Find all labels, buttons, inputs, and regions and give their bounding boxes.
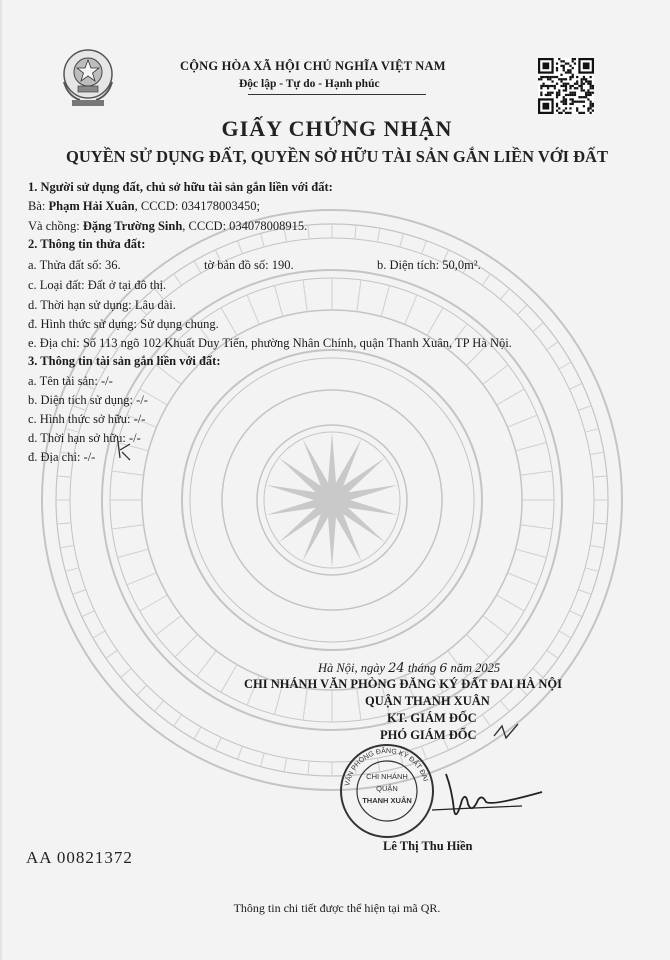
spouse-name: Đặng Trường Sinh <box>82 219 183 233</box>
owner-prefix: Bà: <box>28 199 46 213</box>
asset-used-area: b. Diện tích sử dụng: -/- <box>28 393 148 407</box>
signer-role-primary: KT. GIÁM ĐỐC <box>387 711 477 725</box>
owner-id: , CCCD: 034178003450; <box>134 199 260 213</box>
national-emblem-icon <box>58 46 118 110</box>
parcel-area: b. Diện tích: 50,0m². <box>377 258 481 272</box>
land-use-term: d. Thời hạn sử dụng: Lâu dài. <box>28 298 176 312</box>
asset-address: đ. Địa chỉ: -/- <box>28 450 96 464</box>
seal-line1: CHI NHÁNH <box>366 772 408 781</box>
owner-name: Phạm Hải Xuân <box>48 199 135 213</box>
section1-heading: 1. Người sử dụng đất, chủ sở hữu tài sản gắn liền với đất: <box>28 180 333 194</box>
land-address: e. Địa chỉ: Số 113 ngõ 102 Khuất Duy Tiến, phường Nhân Chính, quận Thanh Xuân, TP Hà Nội. <box>28 336 512 350</box>
handwritten-signature <box>402 770 552 830</box>
map-sheet-number: tờ bản đồ số: 190. <box>204 258 294 272</box>
spouse-prefix: Và chồng: <box>28 219 80 233</box>
spouse-line <box>28 219 307 234</box>
bronze-drum-watermark <box>37 205 627 795</box>
land-use-form: đ. Hình thức sử dụng: Sử dụng chung. <box>28 317 219 331</box>
date-place: Hà Nội, ngày <box>318 661 386 675</box>
motto-underline <box>248 94 426 95</box>
spouse-id: , CCCD: 034078008915. <box>182 219 308 233</box>
national-motto: Độc lập - Tự do - Hạnh phúc <box>239 78 380 90</box>
signer-role-deputy: PHÓ GIÁM ĐỐC <box>380 728 477 742</box>
owner-line <box>28 199 260 214</box>
seal-line3: THANH XUÂN <box>362 796 412 805</box>
pen-tick-mark <box>114 440 134 462</box>
signer-name: Lê Thị Thu Hiền <box>383 839 473 853</box>
signing-date <box>318 660 500 676</box>
asset-ownership-term: d. Thời hạn sở hữu: -/- <box>28 431 141 445</box>
initial-mark <box>492 722 522 742</box>
date-day: 24 <box>388 661 405 676</box>
asset-ownership-form: c. Hình thức sở hữu: -/- <box>28 412 146 426</box>
qr-footer-note: Thông tin chi tiết được thể hiện tại mã QR. <box>233 901 441 915</box>
section2-heading: 2. Thông tin thửa đất: <box>28 237 146 251</box>
serial-number: AA 00821372 <box>26 848 133 867</box>
date-year: năm 2025 <box>450 661 501 675</box>
issuing-office: CHI NHÁNH VĂN PHÒNG ĐĂNG KÝ ĐẤT ĐAI HÀ NỘI <box>244 677 562 691</box>
date-month: 6 <box>439 660 448 675</box>
certificate-title: GIẤY CHỨNG NHẬN <box>221 116 453 141</box>
seal-outer-text: VĂN PHÒNG ĐĂNG KÝ ĐẤT ĐAI <box>344 747 429 787</box>
issuing-district: QUẬN THANH XUÂN <box>365 694 490 708</box>
date-month-label: tháng <box>407 661 437 675</box>
certificate-subtitle: QUYỀN SỬ DỤNG ĐẤT, QUYỀN SỞ HỮU TÀI SẢN GẮN LIỀN VỚI ĐẤT <box>66 147 608 166</box>
parcel-number: a. Thửa đất số: 36. <box>28 258 121 272</box>
qr-code[interactable] <box>538 58 594 114</box>
land-type: c. Loại đất: Đất ở tại đô thị. <box>28 278 167 292</box>
section3-heading: 3. Thông tin tài sản gắn liền với đất: <box>28 354 221 368</box>
seal-line2: QUẬN <box>376 784 398 793</box>
republic-heading: CỘNG HÒA XÃ HỘI CHỦ NGHĨA VIỆT NAM <box>180 59 446 73</box>
asset-name: a. Tên tài sản: -/- <box>28 374 113 388</box>
